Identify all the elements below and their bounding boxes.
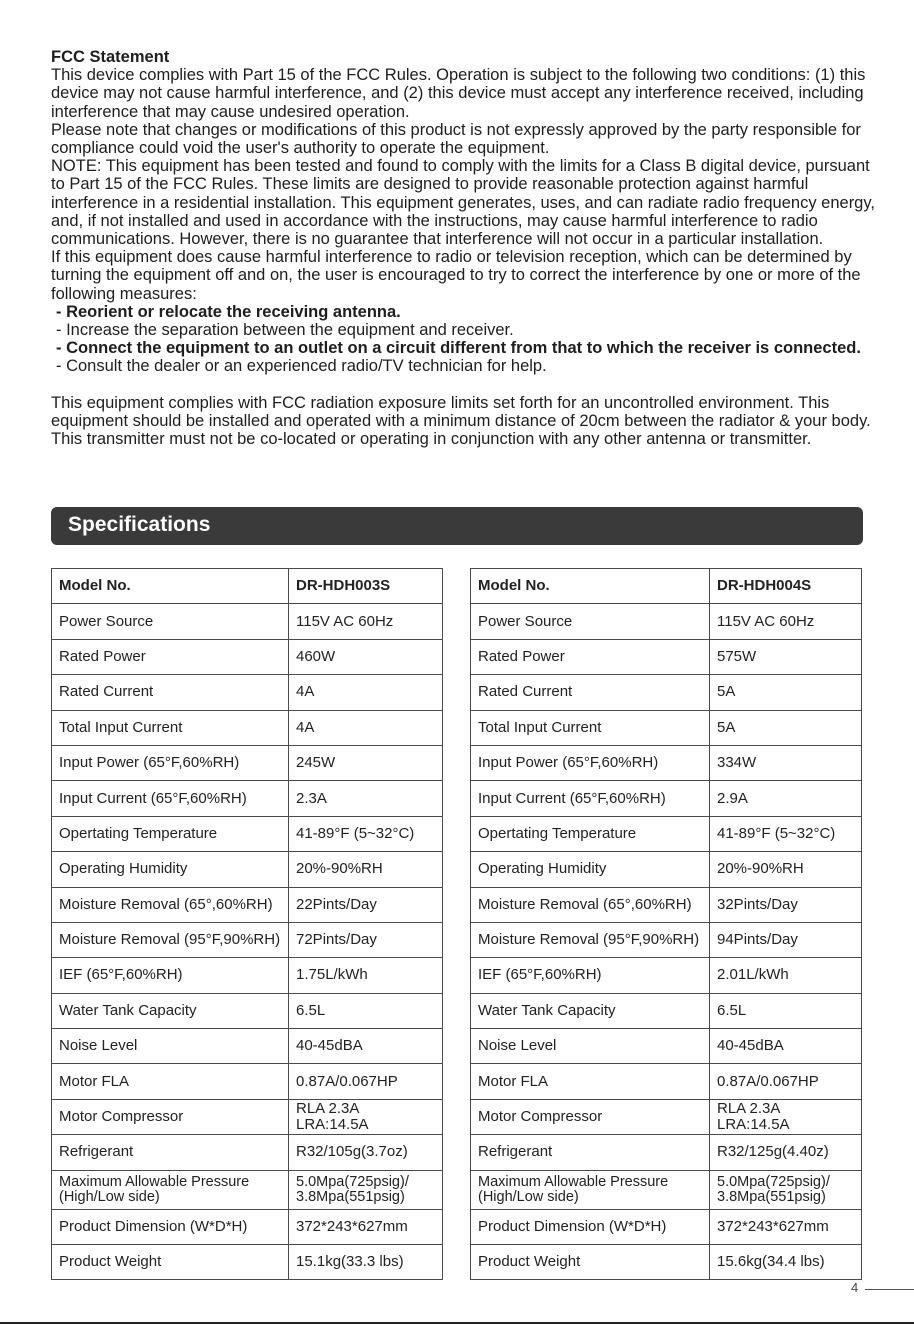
spec-value: 32Pints/Day xyxy=(710,887,862,922)
fcc-measure-separation: - Increase the separation between the equipment and receiver. xyxy=(56,321,514,340)
spec-value: 1.75L/kWh xyxy=(289,958,443,993)
spec-value: 6.5L xyxy=(710,993,862,1028)
spec-row xyxy=(52,1064,443,1099)
spec-value: 0.87A/0.067HP xyxy=(710,1064,862,1099)
spec-label: Moisture Removal (65°,60%RH) xyxy=(471,887,710,922)
spec-row xyxy=(52,958,443,993)
spec-label: Total Input Current xyxy=(52,710,289,745)
spec-value: 460W xyxy=(289,639,443,674)
spec-label: Power Source xyxy=(52,604,289,639)
paragraph-gap xyxy=(51,376,881,394)
specifications-heading: Specifications xyxy=(68,513,211,536)
spec-label: Product Weight xyxy=(471,1245,710,1280)
spec-label: Motor Compressor xyxy=(471,1099,710,1134)
spec-row xyxy=(471,1064,862,1099)
spec-label: Model No. xyxy=(52,569,289,604)
spec-row xyxy=(471,993,862,1028)
spec-value: RLA 2.3A LRA:14.5A xyxy=(289,1099,443,1134)
spec-value: 22Pints/Day xyxy=(289,887,443,922)
page-number-rule xyxy=(865,1289,914,1290)
spec-label: Total Input Current xyxy=(471,710,710,745)
spec-value: 575W xyxy=(710,639,862,674)
spec-label: Operating Humidity xyxy=(471,852,710,887)
fcc-title: FCC Statement xyxy=(51,48,170,66)
fcc-paragraph-modifications: Please note that changes or modifications of this product is not expressly approved by the party responsible for compliance could void the user's authority to operate the equipment. xyxy=(51,120,861,158)
spec-row xyxy=(52,816,443,851)
spec-row xyxy=(52,1209,443,1244)
spec-row xyxy=(471,1170,862,1209)
spec-value: R32/125g(4.40z) xyxy=(710,1135,862,1170)
spec-value: 2.9A xyxy=(710,781,862,816)
spec-value: 2.01L/kWh xyxy=(710,958,862,993)
spec-row xyxy=(471,816,862,851)
spec-row xyxy=(471,781,862,816)
spec-row xyxy=(52,639,443,674)
spec-label: Refrigerant xyxy=(52,1135,289,1170)
spec-value: 5A xyxy=(710,675,862,710)
spec-label: Product Dimension (W*D*H) xyxy=(52,1209,289,1244)
spec-value: RLA 2.3A LRA:14.5A xyxy=(710,1099,862,1134)
spec-value: 20%-90%RH xyxy=(289,852,443,887)
spec-label: Opertating Temperature xyxy=(52,816,289,851)
spec-row xyxy=(52,1099,443,1134)
spec-row xyxy=(471,1099,862,1134)
spec-row xyxy=(471,1029,862,1064)
spec-label: Rated Current xyxy=(471,675,710,710)
spec-value: 5A xyxy=(710,710,862,745)
spec-value: 4A xyxy=(289,710,443,745)
spec-row xyxy=(471,1135,862,1170)
fcc-paragraph-note: NOTE: This equipment has been tested and found to comply with the limits for a Class B digital device, pursuant to Part 15 of the FCC Rules. These limits are designed to provide reasonable protection against harmful interference in a residential installation. This equipment generates, uses, and can radiate radio frequency energy, and, if not installed and used in accordance with the instructions, may cause harmful interference to radio communications. However, there is no guarantee that interference will not occur in a particular installation. xyxy=(51,157,875,249)
spec-label: IEF (65°F,60%RH) xyxy=(471,958,710,993)
spec-value: 15.1kg(33.3 lbs) xyxy=(289,1245,443,1280)
spec-value: 5.0Mpa(725psig)/ 3.8Mpa(551psig) xyxy=(289,1170,443,1209)
spec-table-dr-hdh003s xyxy=(51,568,443,1280)
spec-value: 372*243*627mm xyxy=(289,1209,443,1244)
spec-row xyxy=(471,604,862,639)
spec-row xyxy=(471,922,862,957)
spec-table-dr-hdh004s xyxy=(470,568,862,1280)
spec-row xyxy=(52,993,443,1028)
spec-label: Motor FLA xyxy=(471,1064,710,1099)
spec-label: Refrigerant xyxy=(471,1135,710,1170)
spec-value: 245W xyxy=(289,745,443,780)
page-number: 4 xyxy=(851,1280,859,1295)
spec-row xyxy=(52,710,443,745)
spec-row xyxy=(471,639,862,674)
spec-row xyxy=(52,852,443,887)
spec-label: Water Tank Capacity xyxy=(471,993,710,1028)
spec-row xyxy=(52,781,443,816)
spec-row xyxy=(52,745,443,780)
spec-label: Maximum Allowable Pressure (High/Low side) xyxy=(471,1170,710,1209)
spec-value: DR-HDH003S xyxy=(289,569,443,604)
spec-label: Water Tank Capacity xyxy=(52,993,289,1028)
spec-label: Operating Humidity xyxy=(52,852,289,887)
spec-value: 115V AC 60Hz xyxy=(289,604,443,639)
spec-label: Input Power (65°F,60%RH) xyxy=(52,745,289,780)
spec-label: IEF (65°F,60%RH) xyxy=(52,958,289,993)
spec-value: 41-89°F (5~32°C) xyxy=(289,816,443,851)
spec-label: Rated Power xyxy=(471,639,710,674)
spec-label: Moisture Removal (95°F,90%RH) xyxy=(471,922,710,957)
fcc-measure-reorient: - Reorient or relocate the receiving antenna. xyxy=(56,302,401,321)
spec-row xyxy=(471,958,862,993)
spec-row xyxy=(52,604,443,639)
spec-label: Product Weight xyxy=(52,1245,289,1280)
spec-label: Noise Level xyxy=(52,1029,289,1064)
spec-header-row xyxy=(52,569,443,604)
spec-label: Motor Compressor xyxy=(52,1099,289,1134)
fcc-statement xyxy=(51,48,881,448)
spec-label: Model No. xyxy=(471,569,710,604)
spec-label: Motor FLA xyxy=(52,1064,289,1099)
spec-row xyxy=(471,852,862,887)
spec-value: 0.87A/0.067HP xyxy=(289,1064,443,1099)
spec-row xyxy=(471,675,862,710)
fcc-paragraph-interference: If this equipment does cause harmful interference to radio or television reception, which can be determined by turning the equipment off and on, the user is encouraged to try to correct the interference by one or more of the following measures: xyxy=(51,248,861,303)
fcc-paragraph-conditions: This device complies with Part 15 of the FCC Rules. Operation is subject to the following two conditions: (1) this device may not cause harmful interference, and (2) this device must accept any interference received, including interference that may cause undesired operation. xyxy=(51,66,866,121)
fcc-measure-outlet: - Connect the equipment to an outlet on a circuit different from that to which the receiver is connected. xyxy=(56,339,861,358)
spec-label: Rated Power xyxy=(52,639,289,674)
spec-label: Input Current (65°F,60%RH) xyxy=(471,781,710,816)
spec-label: Noise Level xyxy=(471,1029,710,1064)
spec-value: 334W xyxy=(710,745,862,780)
spec-value: 20%-90%RH xyxy=(710,852,862,887)
spec-row xyxy=(52,1170,443,1209)
spec-value: DR-HDH004S xyxy=(710,569,862,604)
spec-value: 40-45dBA xyxy=(289,1029,443,1064)
spec-label: Rated Current xyxy=(52,675,289,710)
spec-row xyxy=(471,1245,862,1280)
spec-row xyxy=(471,1209,862,1244)
spec-value: 2.3A xyxy=(289,781,443,816)
spec-label: Moisture Removal (65°,60%RH) xyxy=(52,887,289,922)
spec-label: Power Source xyxy=(471,604,710,639)
specifications-header-bar xyxy=(51,507,863,545)
spec-row xyxy=(52,675,443,710)
spec-row xyxy=(52,1029,443,1064)
spec-row xyxy=(52,1135,443,1170)
spec-label: Input Power (65°F,60%RH) xyxy=(471,745,710,780)
spec-value: 41-89°F (5~32°C) xyxy=(710,816,862,851)
fcc-paragraph-radiation: This equipment complies with FCC radiation exposure limits set forth for an uncontrolled environment. This equipment should be installed and operated with a minimum distance of 20cm between the radiator & your body. This transmitter must not be co-located or operating in conjunction with any other antenna or transmitter. xyxy=(51,393,871,449)
spec-row xyxy=(471,710,862,745)
spec-value: 94Pints/Day xyxy=(710,922,862,957)
spec-label: Input Current (65°F,60%RH) xyxy=(52,781,289,816)
spec-value: 5.0Mpa(725psig)/ 3.8Mpa(551psig) xyxy=(710,1170,862,1209)
fcc-measure-consult: - Consult the dealer or an experienced radio/TV technician for help. xyxy=(56,357,547,376)
spec-label: Opertating Temperature xyxy=(471,816,710,851)
spec-value: 40-45dBA xyxy=(710,1029,862,1064)
spec-label: Moisture Removal (95°F,90%RH) xyxy=(52,922,289,957)
spec-row xyxy=(52,887,443,922)
spec-label: Product Dimension (W*D*H) xyxy=(471,1209,710,1244)
spec-row xyxy=(471,887,862,922)
spec-value: 72Pints/Day xyxy=(289,922,443,957)
spec-header-row xyxy=(471,569,862,604)
spec-row xyxy=(471,745,862,780)
spec-value: 4A xyxy=(289,675,443,710)
spec-value: 372*243*627mm xyxy=(710,1209,862,1244)
spec-label: Maximum Allowable Pressure (High/Low side) xyxy=(52,1170,289,1209)
spec-value: 15.6kg(34.4 lbs) xyxy=(710,1245,862,1280)
spec-row xyxy=(52,922,443,957)
spec-row xyxy=(52,1245,443,1280)
spec-value: R32/105g(3.7oz) xyxy=(289,1135,443,1170)
spec-value: 6.5L xyxy=(289,993,443,1028)
spec-value: 115V AC 60Hz xyxy=(710,604,862,639)
